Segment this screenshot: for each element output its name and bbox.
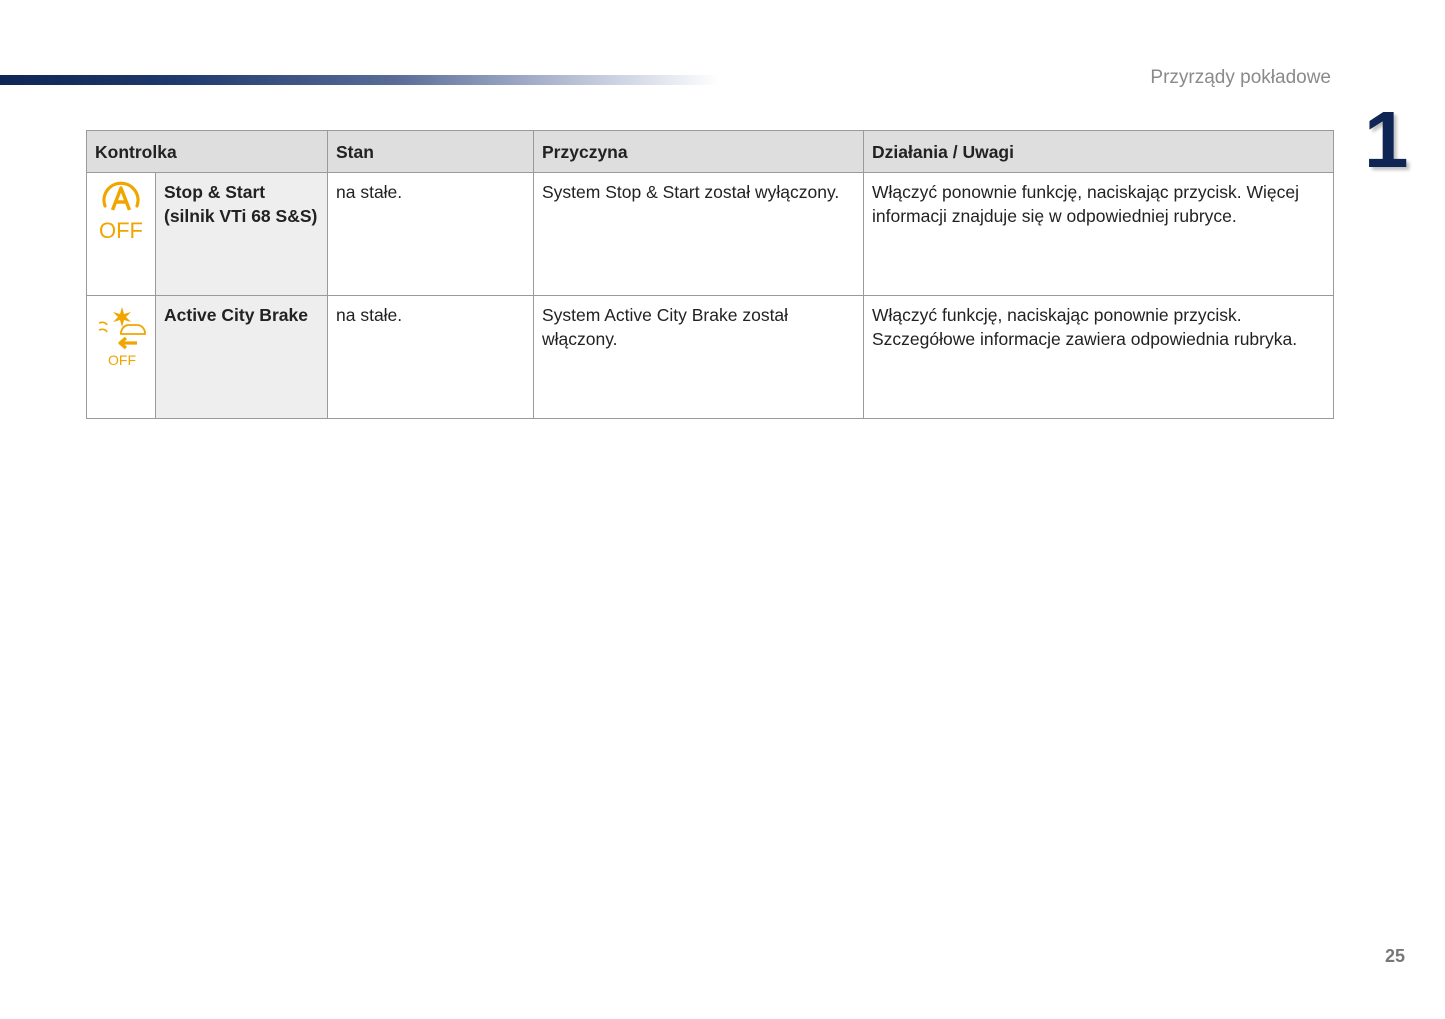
row-dzialania: Włączyć ponownie funkcję, naciskając przycisk. Więcej informacji znajduje się w odpowiedniej rubryce. — [864, 173, 1334, 296]
row-stan: na stałe. — [328, 296, 534, 419]
row-name: Stop & Start (silnik VTi 68 S&S) — [156, 173, 328, 296]
section-title: Przyrządy pokładowe — [1150, 67, 1331, 88]
row-przyczyna: System Active City Brake został włączony. — [534, 296, 864, 419]
svg-text:OFF: OFF — [99, 218, 143, 242]
stop-start-off-icon — [95, 180, 147, 242]
header-gradient-bar — [0, 75, 720, 85]
header-przyczyna: Przyczyna — [534, 131, 864, 173]
row-przyczyna: System Stop & Start został wyłączony. — [534, 173, 864, 296]
active-city-brake-off-icon — [95, 303, 147, 367]
header-stan: Stan — [328, 131, 534, 173]
header-dzialania: Działania / Uwagi — [864, 131, 1334, 173]
icon-cell — [87, 173, 156, 296]
table-row — [87, 296, 1334, 419]
chapter-number: 1 — [1364, 95, 1409, 184]
svg-text:OFF: OFF — [108, 352, 136, 367]
row-name: Active City Brake — [156, 296, 328, 419]
table-row — [87, 173, 1334, 296]
table-header-row — [87, 131, 1334, 173]
row-dzialania: Włączyć funkcję, naciskając ponownie przycisk. Szczegółowe informacje zawiera odpowiednia rubryka. — [864, 296, 1334, 419]
warning-lights-table — [86, 130, 1334, 419]
header-kontrolka: Kontrolka — [87, 131, 328, 173]
page-number: 25 — [1384, 946, 1405, 966]
icon-cell — [87, 296, 156, 419]
row-stan: na stałe. — [328, 173, 534, 296]
